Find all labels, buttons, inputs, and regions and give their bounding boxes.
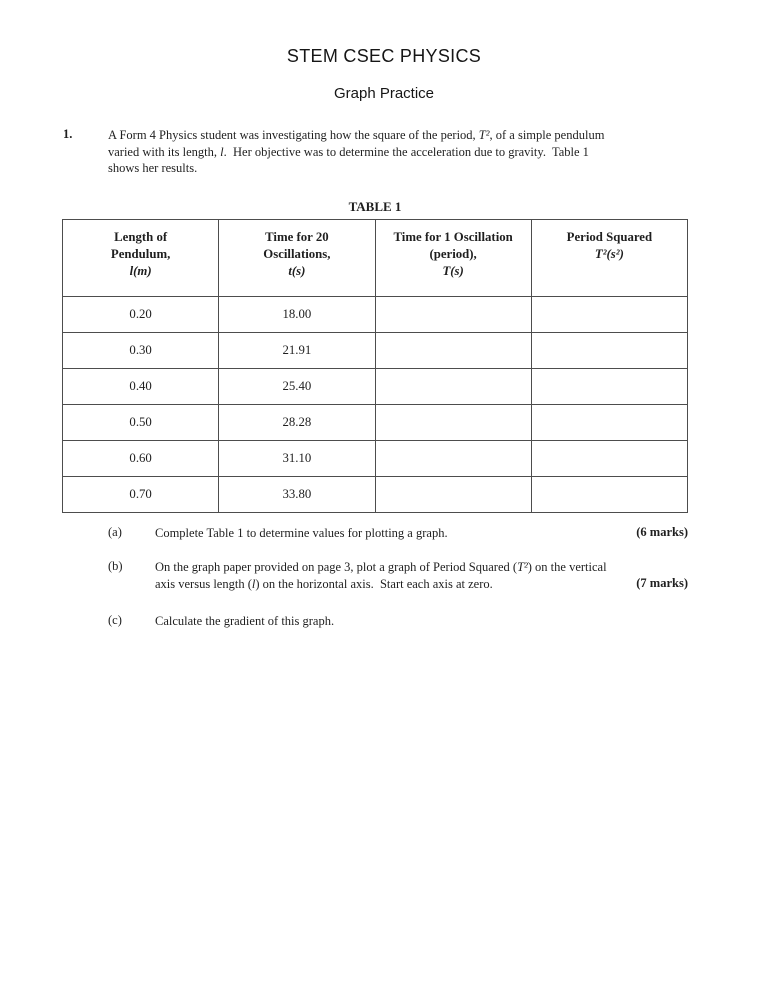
table-caption: TABLE 1 xyxy=(348,199,402,214)
header-length: Length of Pendulum, l(m) xyxy=(63,220,219,297)
cell-period-squared-empty xyxy=(531,441,687,477)
header-period-squared: Period Squared T²(s²) xyxy=(531,220,687,297)
table-row xyxy=(63,441,688,477)
question-a xyxy=(108,525,688,542)
cell-period-empty xyxy=(375,297,531,333)
table-row xyxy=(63,405,688,441)
document-subtitle: Graph Practice xyxy=(333,85,435,102)
cell-period-empty xyxy=(375,405,531,441)
cell-time: 25.40 xyxy=(219,369,375,405)
cell-period-squared-empty xyxy=(531,297,687,333)
period-unit-symbol: T(s) xyxy=(442,264,464,278)
cell-period-empty xyxy=(375,477,531,513)
table-header-row xyxy=(63,220,688,297)
cell-period-empty xyxy=(375,369,531,405)
cell-length: 0.30 xyxy=(63,333,219,369)
question-c-text: Calculate the gradient of this graph. xyxy=(155,614,335,628)
document-title: STEM CSEC PHYSICS xyxy=(286,46,482,66)
table-row xyxy=(63,477,688,513)
time-unit-symbol: t(s) xyxy=(288,264,306,278)
results-table xyxy=(62,219,688,513)
question-c-label: (c) xyxy=(108,613,122,627)
cell-time: 31.10 xyxy=(219,441,375,477)
cell-length: 0.40 xyxy=(63,369,219,405)
cell-period-empty xyxy=(375,333,531,369)
cell-time: 18.00 xyxy=(219,297,375,333)
cell-length: 0.60 xyxy=(63,441,219,477)
cell-time: 21.91 xyxy=(219,333,375,369)
question-c xyxy=(108,613,688,630)
period-squared-unit-symbol: T²(s²) xyxy=(594,247,624,261)
question-b-line-2: axis versus length (l) on the horizontal axis. Start each axis at zero. xyxy=(155,576,493,591)
cell-period-squared-empty xyxy=(531,477,687,513)
cell-length: 0.50 xyxy=(63,405,219,441)
question-a-label: (a) xyxy=(108,525,122,539)
period-squared-symbol: T² xyxy=(517,560,528,574)
cell-time: 33.80 xyxy=(219,477,375,513)
table-row xyxy=(63,297,688,333)
cell-period-empty xyxy=(375,441,531,477)
header-period: Time for 1 Oscillation (period), T(s) xyxy=(375,220,531,297)
header-time-20: Time for 20 Oscillations, t(s) xyxy=(219,220,375,297)
length-symbol: l xyxy=(251,576,256,591)
table-row xyxy=(63,369,688,405)
cell-time: 28.28 xyxy=(219,405,375,441)
question-1 xyxy=(63,127,692,177)
question-1-number: 1. xyxy=(63,127,73,141)
question-b-line-1: On the graph paper provided on page 3, plot a graph of Period Squared (T²) on the vertical xyxy=(155,560,607,574)
question-a-text: Complete Table 1 to determine values for plotting a graph. xyxy=(155,526,448,540)
cell-length: 0.20 xyxy=(63,297,219,333)
length-unit-symbol: l(m) xyxy=(129,264,152,278)
question-1-line-3: shows her results. xyxy=(108,161,198,175)
cell-period-squared-empty xyxy=(531,405,687,441)
table-row xyxy=(63,333,688,369)
cell-length: 0.70 xyxy=(63,477,219,513)
question-a-marks: (6 marks) xyxy=(636,525,688,539)
question-b-label: (b) xyxy=(108,559,123,573)
length-symbol: l xyxy=(220,144,224,159)
period-squared-symbol: T² xyxy=(478,128,490,142)
question-1-line-2: varied with its length, l. Her objective was to determine the acceleration due to gravity. Table 1 xyxy=(108,144,589,159)
question-1-line-1: A Form 4 Physics student was investigating how the square of the period, T², of a simple pendulum xyxy=(108,128,605,142)
question-b-marks: (7 marks) xyxy=(636,576,688,590)
question-b xyxy=(108,559,688,592)
cell-period-squared-empty xyxy=(531,333,687,369)
cell-period-squared-empty xyxy=(531,369,687,405)
